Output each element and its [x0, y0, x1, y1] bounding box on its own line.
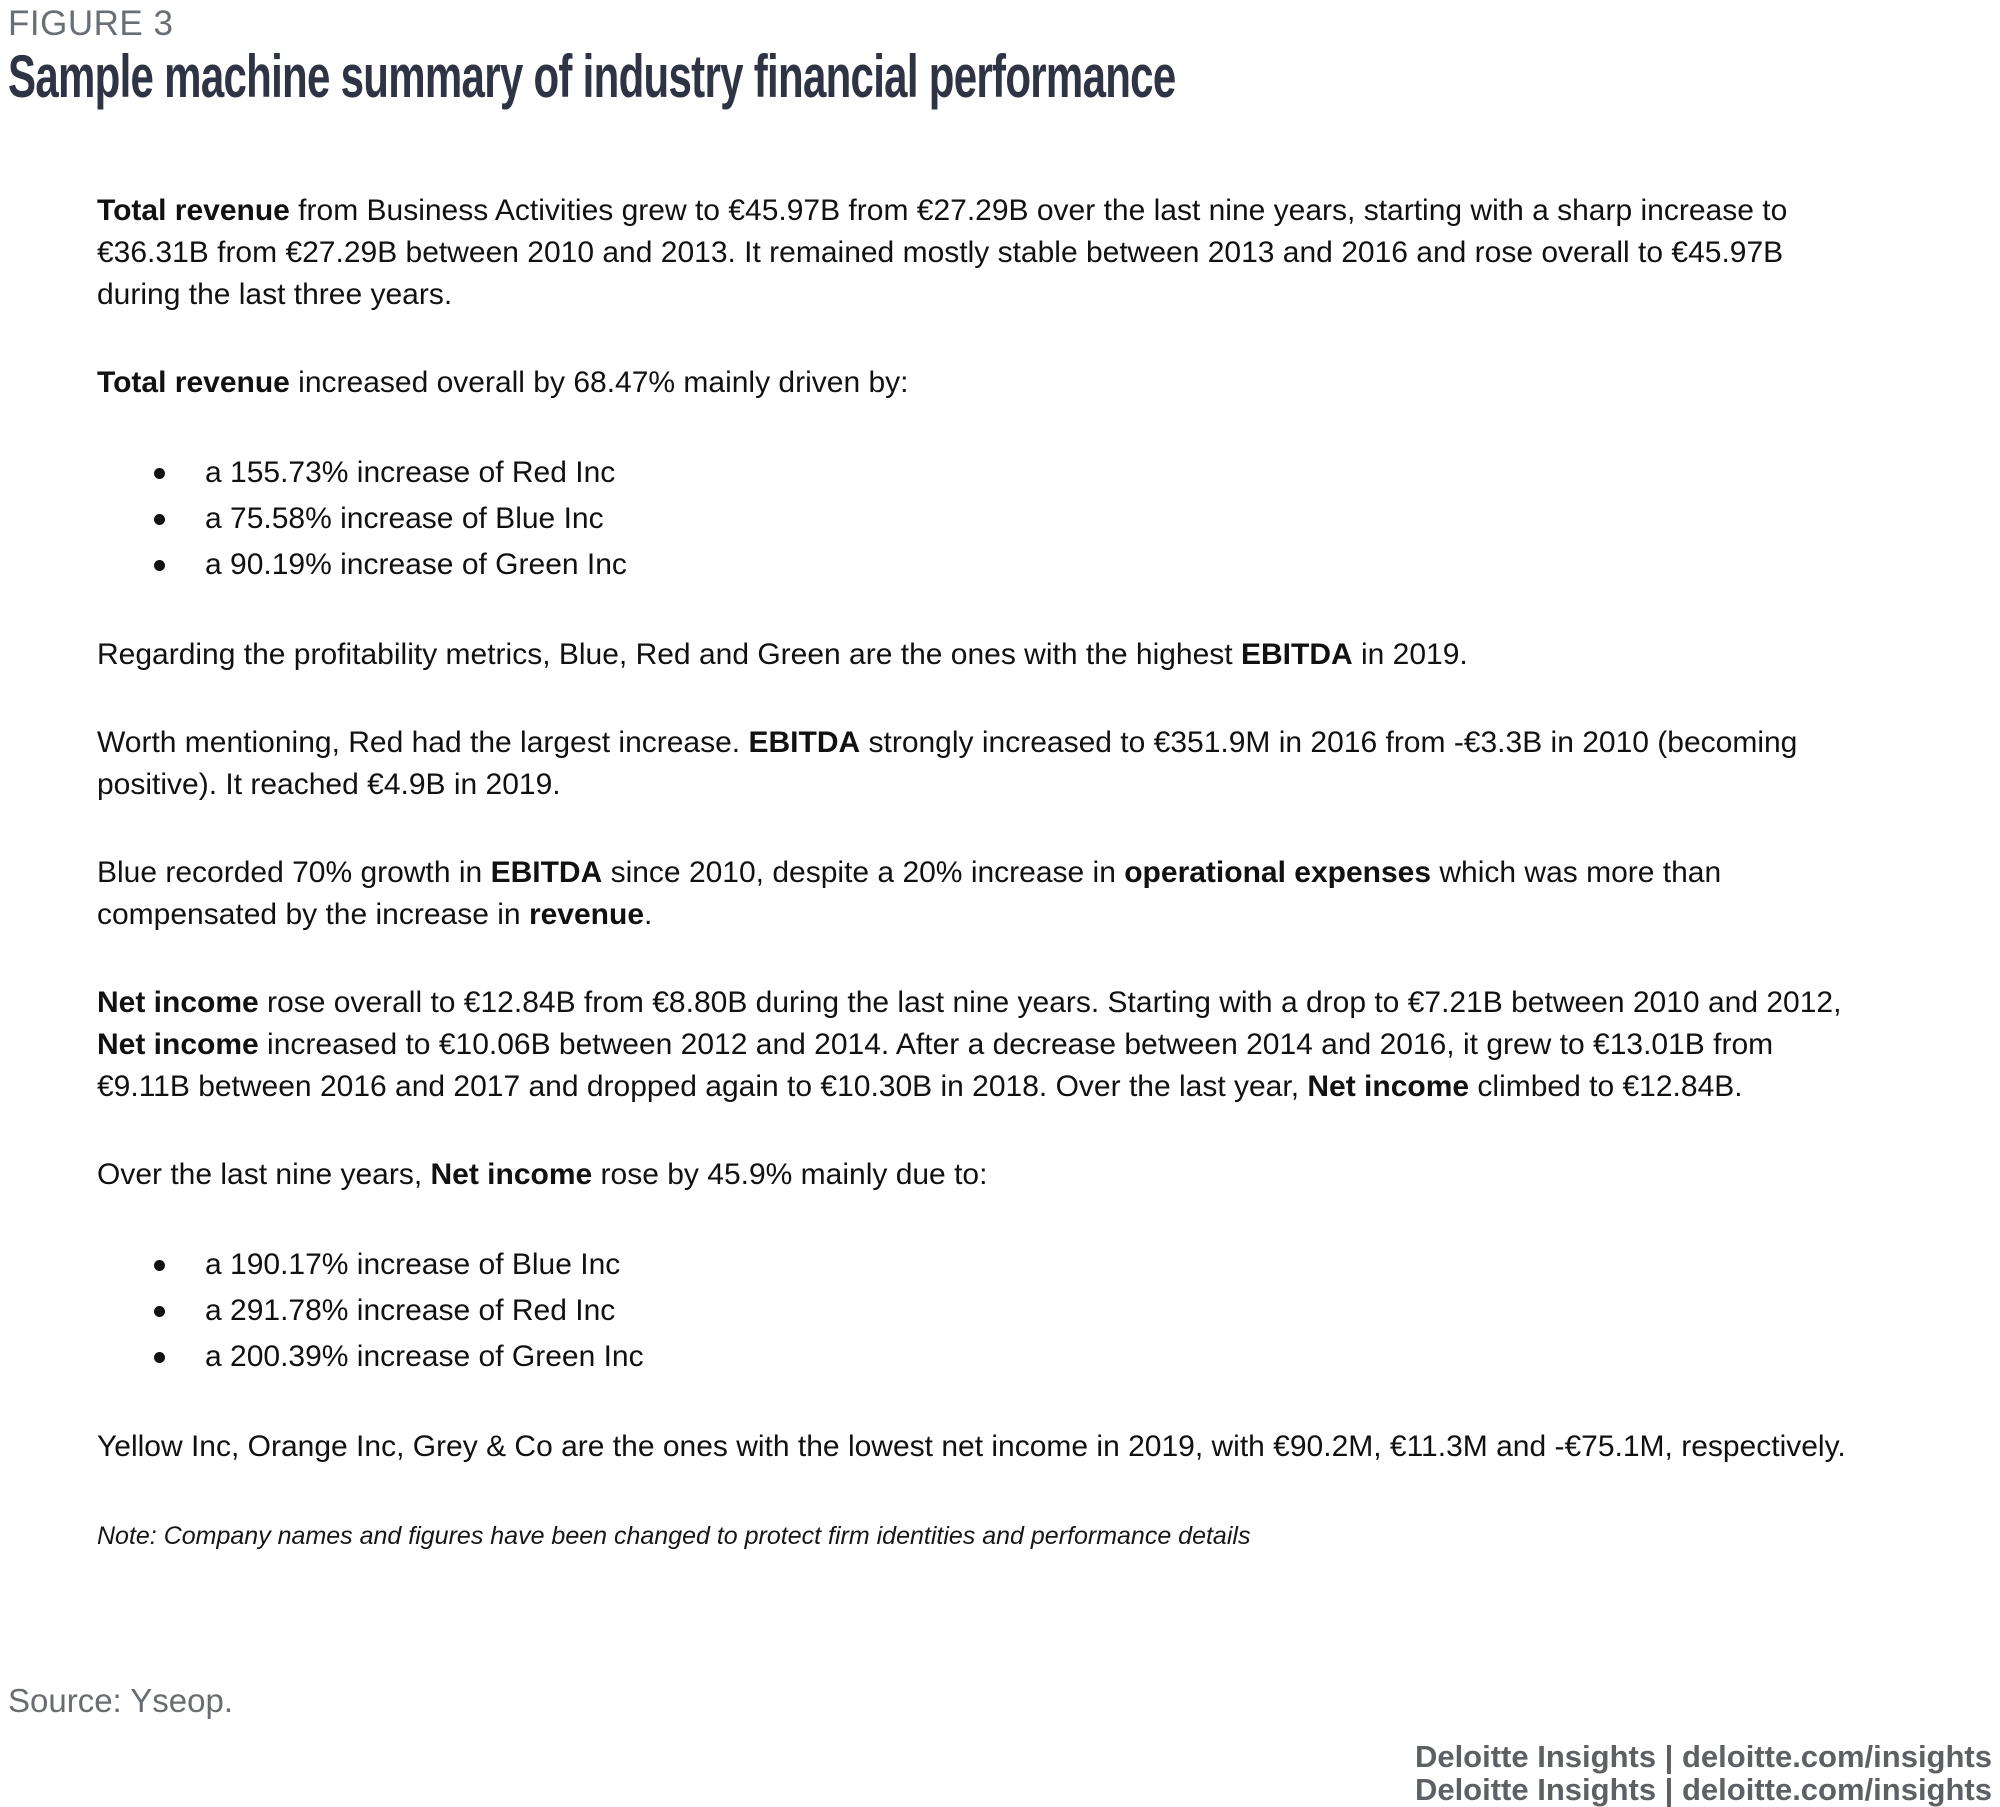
- text-segment: since 2010, despite a 20% increase in: [602, 856, 1125, 889]
- bullet-item: [97, 1288, 1867, 1334]
- source-line: Source: Yseop.: [8, 1682, 234, 1719]
- bold-term: EBITDA: [490, 856, 603, 889]
- text-segment: a 200.39% increase of Green Inc: [205, 1340, 644, 1373]
- bullet-item: [97, 542, 1867, 588]
- text-segment: Yellow Inc, Orange Inc, Grey & Co are the ones with the lowest net income in 2019, with €90.2M, €11.3M and -€75.1M, respectively.: [97, 1430, 1846, 1463]
- text-segment: Note: Company names and figures have been changed to protect firm identities and performance details: [97, 1522, 1251, 1550]
- branding-text-clipped: Deloitte Insights | deloitte.com/insights: [1414, 1772, 1992, 1807]
- text-segment: which was more than compensated by the increase in: [97, 856, 1722, 931]
- summary-paragraph: [97, 1154, 1867, 1196]
- bold-term: operational expenses: [1124, 856, 1432, 889]
- text-segment: Regarding the profitability metrics, Blue, Red and Green are the ones with the highest: [97, 638, 1241, 671]
- text-segment: a 90.19% increase of Green Inc: [205, 548, 627, 581]
- bold-term: EBITDA: [1240, 638, 1353, 671]
- bullet-item: [97, 1242, 1867, 1288]
- bold-term: Total revenue: [97, 366, 290, 399]
- figure-label: FIGURE 3: [8, 4, 174, 43]
- text-segment: rose overall to €12.84B from €8.80B during the last nine years. Starting with a drop to €7.21B between 2010 and 2012,: [258, 986, 1842, 1019]
- text-segment: rose by 45.9% mainly due to:: [592, 1158, 988, 1191]
- bullet-item: [97, 450, 1867, 496]
- summary-paragraph: [97, 722, 1867, 806]
- bold-term: Net income: [430, 1158, 593, 1191]
- text-segment: increased overall by 68.47% mainly driven by:: [289, 366, 909, 399]
- text-segment: climbed to €12.84B.: [1469, 1070, 1743, 1103]
- text-segment: a 190.17% increase of Blue Inc: [205, 1248, 621, 1281]
- text-segment: in 2019.: [1352, 638, 1468, 671]
- figure-title: Sample machine summary of industry financial performance: [8, 43, 1176, 110]
- bullet-list: [97, 1242, 1867, 1380]
- text-segment: from Business Activities grew to €45.97B from €27.29B over the last nine years, starting with a sharp increase to €36.31B from €27.29B between 2010 and 2013. It remained mostly stable between 2013 and 2016 and rose overall to €45.97B during the last three years.: [97, 194, 1788, 311]
- bold-term: Net income: [1307, 1070, 1470, 1103]
- summary-paragraph: [97, 982, 1867, 1108]
- text-segment: increased to €10.06B between 2012 and 2014. After a decrease between 2014 and 2016, it grew to €13.01B from €9.11B between 2016 and 2017 and dropped again to €10.30B in 2018. Over the last year,: [97, 1028, 1774, 1103]
- summary-paragraph: [97, 190, 1867, 316]
- summary-paragraph: [97, 634, 1867, 676]
- branding-text: Deloitte Insights | deloitte.com/insights: [1414, 1739, 1992, 1774]
- text-segment: Blue recorded 70% growth in: [97, 856, 491, 889]
- deloitte-branding: [1415, 1740, 1992, 1806]
- bullet-item: [97, 1334, 1867, 1380]
- text-segment: a 75.58% increase of Blue Inc: [205, 502, 604, 535]
- bullet-item: [97, 496, 1867, 542]
- text-segment: a 291.78% increase of Red Inc: [205, 1294, 616, 1327]
- bold-term: EBITDA: [748, 726, 861, 759]
- text-segment: strongly increased to €351.9M in 2016 from -€3.3B in 2010 (becoming positive). It reached €4.9B in 2019.: [97, 726, 1798, 801]
- bold-term: Net income: [97, 986, 259, 1019]
- note-paragraph: [97, 1520, 1867, 1552]
- bold-term: Total revenue: [97, 194, 290, 227]
- text-segment: a 155.73% increase of Red Inc: [205, 456, 616, 489]
- bullet-list: [97, 450, 1867, 588]
- text-segment: .: [644, 898, 653, 931]
- summary-paragraph: [97, 362, 1867, 404]
- summary-paragraph: [97, 852, 1867, 936]
- bold-term: revenue: [528, 898, 645, 931]
- summary-paragraph: [97, 1426, 1867, 1468]
- machine-summary-body: [97, 190, 1867, 1552]
- text-segment: Over the last nine years,: [97, 1158, 431, 1191]
- text-segment: Worth mentioning, Red had the largest increase.: [97, 726, 749, 759]
- bold-term: Net income: [97, 1028, 259, 1061]
